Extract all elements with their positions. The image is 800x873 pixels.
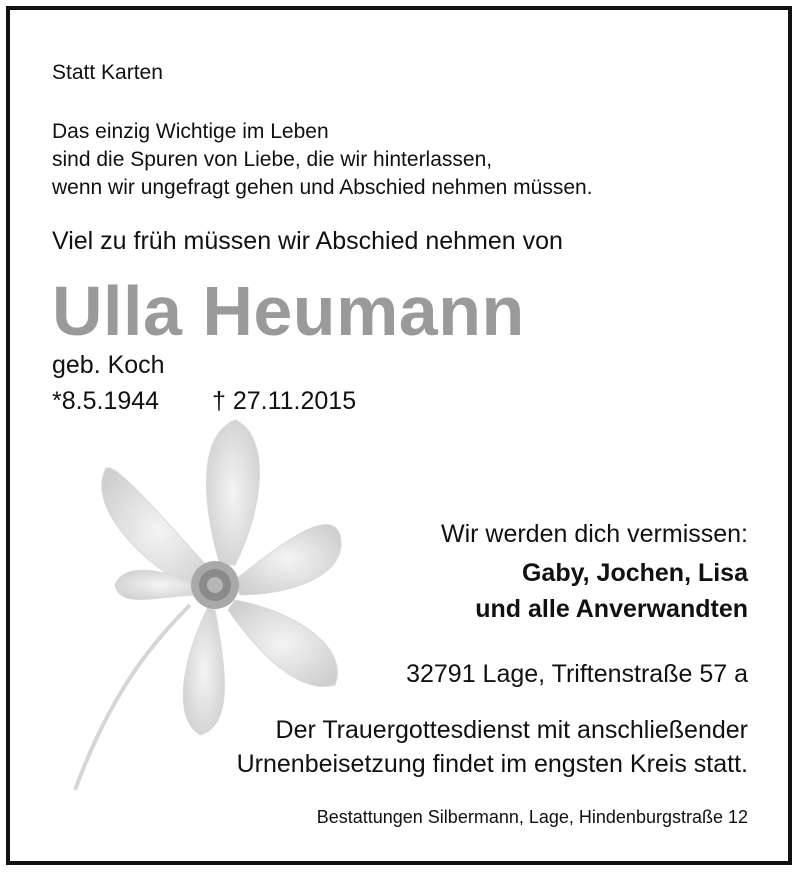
statt-karten: Statt Karten: [52, 61, 163, 84]
birth-date: *8.5.1944: [52, 387, 160, 415]
mourners-intro: Wir werden dich vermissen:: [440, 520, 748, 548]
death-date: † 27.11.2015: [212, 387, 357, 415]
poem-line-1: Das einzig Wichtige im Leben: [52, 120, 329, 143]
farewell-intro: Viel zu früh müssen wir Abschied nehmen von: [52, 227, 563, 255]
poem-line-3: wenn wir ungefragt gehen und Abschied nehmen müssen.: [52, 176, 593, 199]
mourners-relatives: und alle Anverwandten: [475, 595, 748, 623]
service-line-2: Urnenbeisetzung findet im engsten Kreis statt.: [236, 750, 748, 778]
poem-line-2: sind die Spuren von Liebe, die wir hinterlassen,: [52, 148, 493, 171]
family-address: 32791 Lage, Triftenstraße 57 a: [406, 660, 748, 688]
service-line-1: Der Trauergottesdienst mit anschließender: [275, 716, 748, 744]
funeral-home: Bestattungen Silbermann, Lage, Hindenburgstraße 12: [316, 807, 748, 827]
mourners-names: Gaby, Jochen, Lisa: [521, 559, 748, 587]
poem: [52, 118, 593, 202]
deceased-name: Ulla Heumann: [52, 272, 525, 350]
maiden-name: geb. Koch: [52, 351, 165, 379]
